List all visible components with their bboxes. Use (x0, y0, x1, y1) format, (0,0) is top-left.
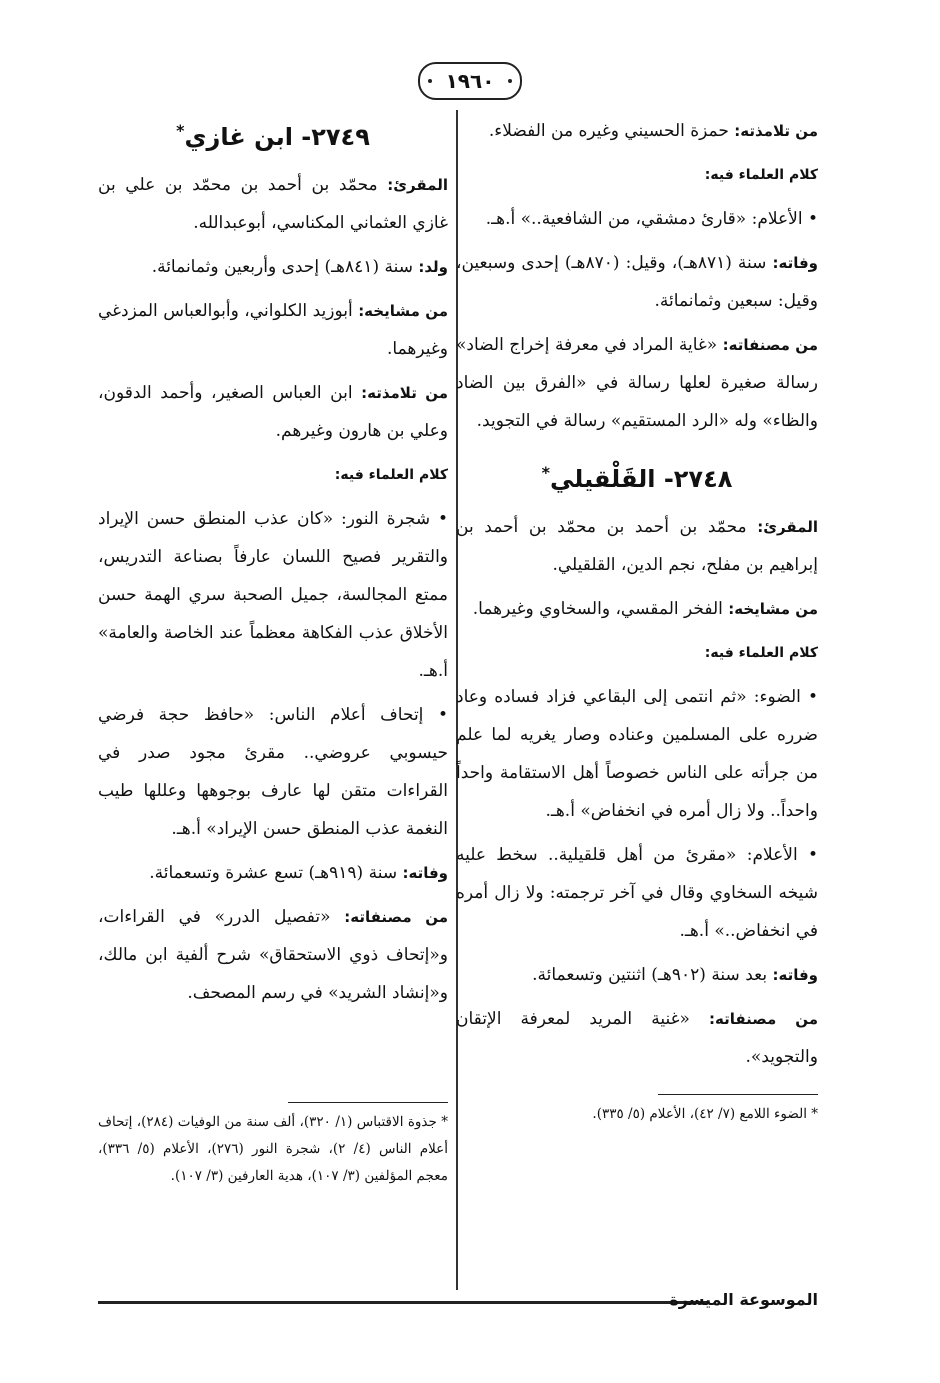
paragraph (456, 508, 818, 584)
label: ولد: (418, 258, 448, 276)
text: بعد سنة (٩٠٢هـ) اثنتين وتسعمائة. (532, 965, 773, 985)
label: المقرئ: (387, 176, 448, 194)
paragraph (98, 292, 448, 368)
paragraph (456, 590, 818, 628)
text: سنة (٨٤١هـ) إحدى وأربعين وثمانمائة. (151, 257, 419, 277)
paragraph (98, 166, 448, 242)
paragraph (456, 244, 818, 320)
paragraph (98, 898, 448, 1012)
paragraph (456, 112, 818, 150)
section-heading: كلام العلماء فيه: (704, 645, 818, 661)
text: «غاية المراد في معرفة إخراج الضاد» رسالة صغيرة لعلها رسالة في «الفرق بين الضاد والظاء» وله «الرد المستقيم» رسالة في التجويد. (456, 335, 818, 431)
label: وفاته: (772, 254, 818, 272)
paragraph: • الأعلام: «قارئ دمشقي، من الشافعية..» أ.هـ. (485, 209, 818, 229)
paragraph: • الأعلام: «مقرئ من أهل قلقيلية.. سخط عليه شيخه السخاوي وقال في آخر ترجمته: ولا زال أمره في انخفاض..» أ.هـ. (456, 845, 818, 941)
label: من مشايخه: (728, 600, 818, 618)
left-column (98, 112, 448, 1190)
text: محمّد بن أحمد بن محمّد بن أحمد بن إبراهيم بن مفلح، نجم الدين، القلقيلي. (456, 517, 818, 575)
text: الفخر المقسي، والسخاوي وغيرهما. (472, 599, 729, 619)
section-heading: كلام العلماء فيه: (334, 467, 448, 483)
text: سنة (٨٧١هـ)، وقيل: (٨٧٠هـ) إحدى وسبعين، وقيل: سبعين وثمانمائة. (456, 253, 818, 311)
label: وفاته: (772, 966, 818, 984)
section-heading: كلام العلماء فيه: (704, 167, 818, 183)
paragraph (456, 326, 818, 440)
paragraph (98, 854, 448, 892)
label: وفاته: (402, 864, 448, 882)
entry-title-text: ٢٧٤٩- ابن غازي (184, 123, 370, 151)
entry-title-text: ٢٧٤٨- القَلْقيلي (550, 465, 733, 493)
label: المقرئ: (757, 518, 818, 536)
footnote-marker: * (176, 121, 185, 140)
text: محمّد بن أحمد بن محمّد بن علي بن غازي العثماني المكناسي، أبوعبدالله. (98, 175, 448, 233)
paragraph: • إتحاف أعلام الناس: «حافظ حجة فرضي حيسوبي عروضي.. مقرئ مجود صدر في القراءات متقن لها عارف بوجوهها وعللها طيب النغمة عذب المنطق حسن الإيراد» أ.هـ. (98, 705, 448, 839)
paragraph: • شجرة النور: «كان عذب المنطق حسن الإيراد والتقرير فصيح اللسان عارفاً بصناعة التدريس، ممتع المجالسة، جميل الصحبة سري الهمة حسن الأخلاق عذب الفكاهة معظماً عند الخاصة والعامة» أ.هـ. (98, 509, 448, 681)
footnote-marker: * (541, 463, 550, 482)
label: من تلامذته: (361, 384, 448, 402)
footnote: * جذوة الاقتباس (١/ ٣٢٠)، ألف سنة من الوفيات (٢٨٤)، إتحاف أعلام الناس (٤/ ٢)، شجرة النور (٢٧٦)، الأعلام (٥/ ٣٣٦)، معجم المؤلفين (٣/ ١٠٧)، هدية العارفين (٣/ ١٠٧). (98, 1114, 449, 1184)
label: من مصنفاته: (344, 908, 448, 926)
entry-title (456, 454, 818, 498)
paragraph (98, 374, 448, 450)
paragraph (98, 248, 448, 286)
label: من مشايخه: (358, 302, 448, 320)
entry-title (98, 112, 448, 156)
text: «غنية المريد لمعرفة الإتقان والتجويد». (456, 1009, 818, 1067)
paragraph (456, 1000, 818, 1076)
label: من مصنفاته: (722, 336, 818, 354)
label: من تلامذته: (734, 122, 818, 140)
footnote-rule (288, 1102, 448, 1103)
text: «تفصيل الدرر» في القراءات، و«إتحاف ذوي الاستحقاق» شرح ألفية ابن مالك، و«إنشاد الشريد» في رسم المصحف. (98, 907, 448, 1003)
label: من مصنفاته: (708, 1010, 818, 1028)
footnote: * الضوء اللامع (٧/ ٤٢)، الأعلام (٥/ ٣٣٥). (592, 1106, 818, 1122)
footnote-rule (658, 1094, 818, 1095)
book-title: الموسوعة الميسرة (669, 1290, 818, 1309)
text: حمزة الحسيني وغيره من الفضلاء. (488, 121, 735, 141)
footer-rule (98, 1301, 708, 1304)
paragraph (456, 956, 818, 994)
text: سنة (٩١٩هـ) تسع عشرة وتسعمائة. (149, 863, 403, 883)
text: ابن العباس الصغير، وأحمد الدقون، وعلي بن هارون وغيرهم. (98, 383, 448, 441)
right-column (456, 112, 818, 1128)
page-footer (98, 1290, 818, 1312)
paragraph: • الضوء: «ثم انتمى إلى البقاعي فزاد فساده وعاد ضرره على المسلمين وعناده وصار يغريه لما علم من جرأته على الناس خصوصاً أهل الاستقامة واحداً واحداً.. ولا زال أمره في انخفاض» أ.هـ. (456, 687, 818, 821)
text: أبوزيد الكلواني، وأبوالعباس المزدغي وغيرهما. (98, 301, 448, 359)
page-number: ١٩٦٠ (418, 62, 522, 100)
